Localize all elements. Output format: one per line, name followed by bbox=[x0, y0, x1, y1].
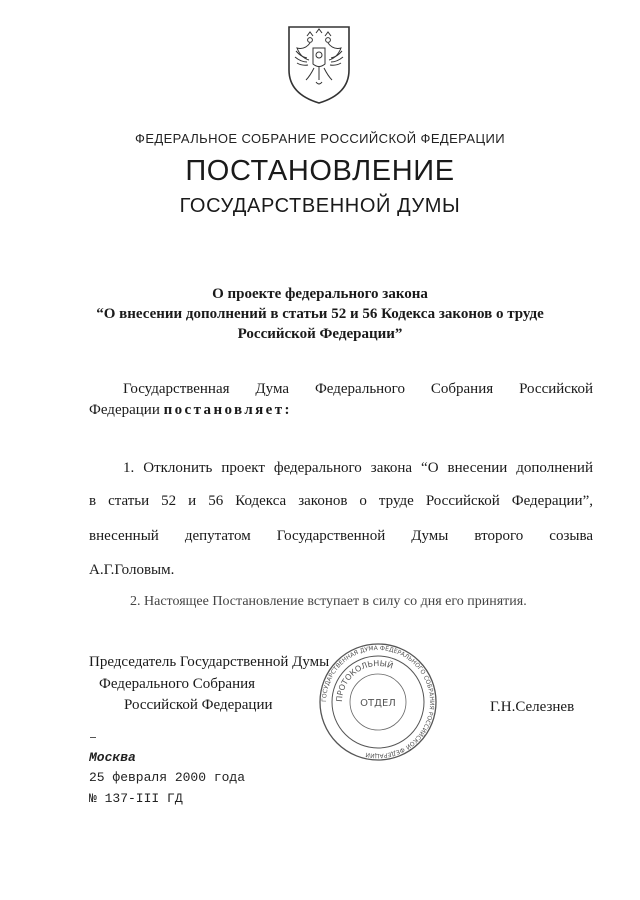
document-place: Москва bbox=[89, 750, 136, 765]
item-1-line bbox=[89, 528, 593, 545]
resolves-word: постановляет: bbox=[163, 402, 292, 418]
item-1-text: А.Г.Головым. bbox=[89, 562, 175, 578]
stamp-center-text: ОТДЕЛ bbox=[360, 698, 396, 709]
double-headed-eagle-emblem-icon bbox=[283, 24, 355, 106]
item-1-line bbox=[89, 562, 593, 579]
resolution-subject bbox=[60, 284, 580, 344]
signatory-name: Г.Н.Селезнев bbox=[490, 699, 575, 715]
intro-line-text: Государственная Дума Федерального Собрания Российской bbox=[123, 381, 593, 397]
item-1-line bbox=[89, 493, 593, 510]
item-2-text: 2. Настоящее Постановление вступает в силу со дня его принятия. bbox=[130, 594, 527, 609]
subject-line: “О внесении дополнений в статьи 52 и 56 Кодекса законов о труде bbox=[96, 306, 544, 322]
document-title: ПОСТАНОВЛЕНИЕ bbox=[185, 155, 455, 187]
margin-mark bbox=[90, 737, 96, 738]
item-1-line bbox=[89, 460, 593, 477]
subject-line: Российской Федерации” bbox=[237, 326, 403, 342]
signatory-title-line: Российской Федерации bbox=[124, 697, 273, 713]
subject-line: О проекте федерального закона bbox=[212, 286, 428, 302]
signatory-title-line: Федерального Собрания bbox=[99, 676, 256, 692]
stamp-middle-text: ПРОТОКОЛЬНЫЙ bbox=[334, 658, 395, 703]
parliament-name: ФЕДЕРАЛЬНОЕ СОБРАНИЕ РОССИЙСКОЙ ФЕДЕРАЦИИ bbox=[135, 131, 505, 146]
item-1-text: в статьи 52 и 56 Кодекса законов о труде Российской Федерации”, bbox=[89, 493, 593, 509]
signatory-title-line: Председатель Государственной Думы bbox=[89, 654, 330, 670]
item-1-text: внесенный депутатом Государственной Думы второго созыва bbox=[89, 528, 593, 544]
document-number: № 137-III ГД bbox=[89, 791, 183, 806]
document-subtitle: ГОСУДАРСТВЕННОЙ ДУМЫ bbox=[179, 195, 461, 217]
intro-line-prefix: Федерации bbox=[89, 402, 164, 418]
document-date: 25 февраля 2000 года bbox=[89, 770, 246, 785]
intro-paragraph-line bbox=[89, 402, 593, 419]
intro-paragraph-line bbox=[89, 381, 593, 398]
item-1-text: 1. Отклонить проект федерального закона “О внесении дополнений bbox=[123, 460, 593, 476]
stamp-outer-text: ГОСУДАРСТВЕННАЯ ДУМА ФЕДЕРАЛЬНОГО СОБРАНИЯ РОССИЙСКОЙ ФЕДЕРАЦИИ bbox=[320, 644, 436, 760]
protocol-department-stamp-icon bbox=[316, 640, 440, 764]
